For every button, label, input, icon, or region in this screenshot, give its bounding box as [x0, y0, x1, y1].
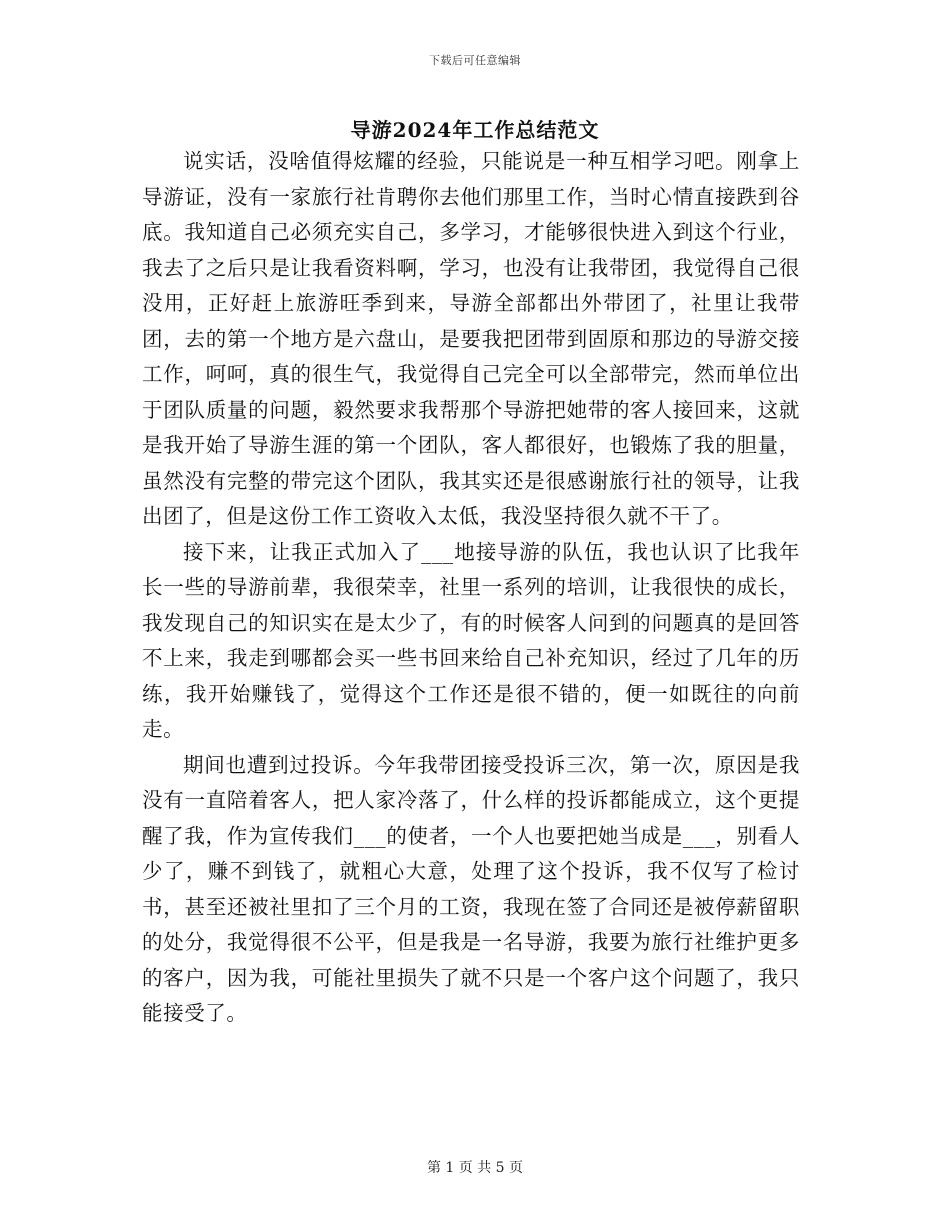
document-title: 导游2024年工作总结范文 [350, 118, 600, 142]
paragraph-3: 期间也遭到过投诉。今年我带团接受投诉三次，第一次，原因是我没有一直陪着客人，把人家冷落了，什么样的投诉都能成立，这个更提醒了我，作为宣传我们___的使者，一个人也要把她当成是___，别看人少了，赚不到钱了，就粗心大意，处理了这个投诉，我不仅写了检讨书，甚至还被社里扣了三个月的工资，我现在签了合同还是被停薪留职的处分，我觉得很不公平，但是我是一名导游，我要为旅行社维护更多的客户，因为我，可能社里损失了就不只是一个客户这个问题了，我只能接受了。 [142, 752, 800, 1025]
header-note: 下载后可任意编辑 [429, 54, 521, 67]
page-footer: 第 1 页 共 5 页 [426, 1160, 524, 1176]
paragraph-1: 说实话，没啥值得炫耀的经验，只能说是一种互相学习吧。刚拿上导游证，没有一家旅行社肯聘你去他们那里工作，当时心情直接跌到谷底。我知道自己必须充实自己，多学习，才能够很快进入到这个行业，我去了之后只是让我看资料啊，学习，也没有让我带团，我觉得自己很没用，正好赶上旅游旺季到来，导游全部都出外带团了，社里让我带团，去的第一个地方是六盘山，是要我把团带到固原和那边的导游交接工作，呵呵，真的很生气，我觉得自己完全可以全部带完，然而单位出于团队质量的问题，毅然要求我帮那个导游把她带的客人接回来，这就是我开始了导游生涯的第一个团队，客人都很好，也锻炼了我的胆量，虽然没有完整的带完这个团队，我其实还是很感谢旅行社的领导，让我出团了，但是这份工作工资收入太低，我没坚持很久就不干了。 [142, 149, 800, 528]
document-body [142, 144, 800, 1032]
paragraph-2: 接下来，让我正式加入了___地接导游的队伍，我也认识了比我年长一些的导游前辈，我很荣幸，社里一系列的培训，让我很快的成长，我发现自己的知识实在是太少了，有的时候客人问到的问题真的是回答不上来，我走到哪都会买一些书回来给自己补充知识，经过了几年的历练，我开始赚钱了，觉得这个工作还是很不错的，便一如既往的向前走。 [142, 539, 800, 741]
